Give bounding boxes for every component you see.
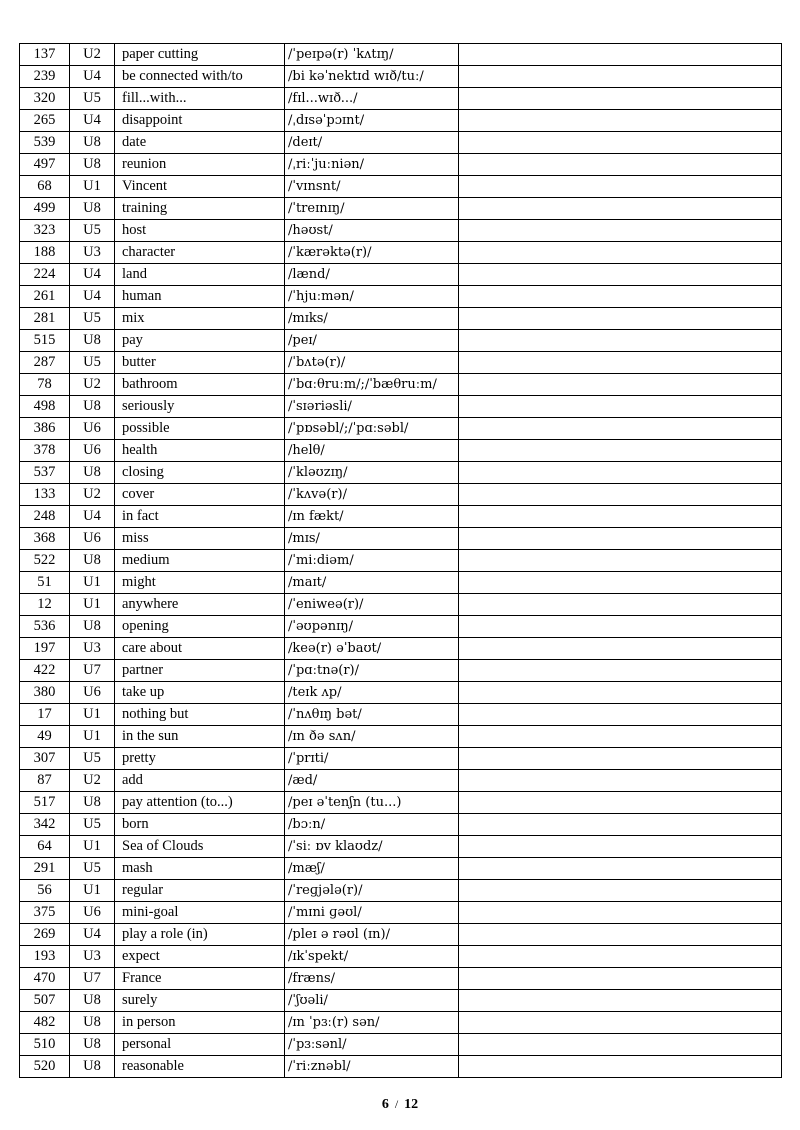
unit-cell: U6 — [70, 902, 115, 924]
phonetic-cell: /ˈprɪti/ — [285, 748, 459, 770]
entry-number-cell: 320 — [20, 88, 70, 110]
word-cell: seriously — [115, 396, 285, 418]
word-cell: expect — [115, 946, 285, 968]
notes-cell — [459, 330, 782, 352]
unit-cell: U5 — [70, 748, 115, 770]
table-row — [20, 88, 782, 110]
entry-number-cell: 87 — [20, 770, 70, 792]
notes-cell — [459, 264, 782, 286]
phonetic-cell: /bɔːn/ — [285, 814, 459, 836]
unit-cell: U3 — [70, 638, 115, 660]
unit-cell: U4 — [70, 924, 115, 946]
word-cell: paper cutting — [115, 44, 285, 66]
entry-number-cell: 498 — [20, 396, 70, 418]
unit-cell: U3 — [70, 946, 115, 968]
notes-cell — [459, 286, 782, 308]
entry-number-cell: 239 — [20, 66, 70, 88]
unit-cell: U8 — [70, 154, 115, 176]
table-row — [20, 154, 782, 176]
notes-cell — [459, 440, 782, 462]
table-row — [20, 946, 782, 968]
unit-cell: U7 — [70, 660, 115, 682]
phonetic-cell: /bi kəˈnektɪd wɪð/tuː/ — [285, 66, 459, 88]
word-cell: mini-goal — [115, 902, 285, 924]
notes-cell — [459, 418, 782, 440]
unit-cell: U4 — [70, 506, 115, 528]
entry-number-cell: 515 — [20, 330, 70, 352]
word-cell: cover — [115, 484, 285, 506]
entry-number-cell: 68 — [20, 176, 70, 198]
unit-cell: U6 — [70, 682, 115, 704]
table-row — [20, 440, 782, 462]
word-cell: regular — [115, 880, 285, 902]
word-cell: care about — [115, 638, 285, 660]
page-separator: / — [394, 1097, 399, 1111]
entry-number-cell: 78 — [20, 374, 70, 396]
notes-cell — [459, 110, 782, 132]
phonetic-cell: /həʊst/ — [285, 220, 459, 242]
entry-number-cell: 536 — [20, 616, 70, 638]
notes-cell — [459, 990, 782, 1012]
notes-cell — [459, 484, 782, 506]
phonetic-cell: /maɪt/ — [285, 572, 459, 594]
word-cell: personal — [115, 1034, 285, 1056]
table-row — [20, 902, 782, 924]
notes-cell — [459, 814, 782, 836]
table-row — [20, 594, 782, 616]
table-row — [20, 726, 782, 748]
notes-cell — [459, 638, 782, 660]
entry-number-cell: 193 — [20, 946, 70, 968]
word-cell: miss — [115, 528, 285, 550]
entry-number-cell: 224 — [20, 264, 70, 286]
phonetic-cell: /ˈkærəktə(r)/ — [285, 242, 459, 264]
notes-cell — [459, 924, 782, 946]
notes-cell — [459, 616, 782, 638]
notes-cell — [459, 462, 782, 484]
phonetic-cell: /peɪ əˈtenʃn (tu...) — [285, 792, 459, 814]
notes-cell — [459, 770, 782, 792]
unit-cell: U8 — [70, 462, 115, 484]
notes-cell — [459, 880, 782, 902]
word-cell: in the sun — [115, 726, 285, 748]
table-row — [20, 1012, 782, 1034]
table-row — [20, 1034, 782, 1056]
unit-cell: U2 — [70, 44, 115, 66]
notes-cell — [459, 594, 782, 616]
notes-cell — [459, 858, 782, 880]
table-row — [20, 1056, 782, 1078]
table-row — [20, 462, 782, 484]
unit-cell: U4 — [70, 66, 115, 88]
phonetic-cell: /keə(r) əˈbaʊt/ — [285, 638, 459, 660]
unit-cell: U4 — [70, 264, 115, 286]
notes-cell — [459, 946, 782, 968]
word-cell: reunion — [115, 154, 285, 176]
table-row — [20, 968, 782, 990]
table-row — [20, 924, 782, 946]
phonetic-cell: /ˌriːˈjuːniən/ — [285, 154, 459, 176]
phonetic-cell: /fræns/ — [285, 968, 459, 990]
word-cell: add — [115, 770, 285, 792]
table-row — [20, 330, 782, 352]
phonetic-cell: /mɪks/ — [285, 308, 459, 330]
notes-cell — [459, 902, 782, 924]
word-cell: closing — [115, 462, 285, 484]
phonetic-cell: /æd/ — [285, 770, 459, 792]
unit-cell: U8 — [70, 990, 115, 1012]
notes-cell — [459, 660, 782, 682]
word-cell: pay attention (to...) — [115, 792, 285, 814]
phonetic-cell: /ˈnʌθɪŋ bət/ — [285, 704, 459, 726]
phonetic-cell: /ˈbɑːθruːm/;/ˈbæθruːm/ — [285, 374, 459, 396]
entry-number-cell: 342 — [20, 814, 70, 836]
unit-cell: U6 — [70, 440, 115, 462]
phonetic-cell: /ˈsiː ɒv klaʊdz/ — [285, 836, 459, 858]
phonetic-cell: /pleɪ ə rəʊl (ɪn)/ — [285, 924, 459, 946]
notes-cell — [459, 308, 782, 330]
table-row — [20, 484, 782, 506]
word-cell: host — [115, 220, 285, 242]
entry-number-cell: 380 — [20, 682, 70, 704]
table-row — [20, 550, 782, 572]
unit-cell: U2 — [70, 484, 115, 506]
entry-number-cell: 386 — [20, 418, 70, 440]
unit-cell: U5 — [70, 220, 115, 242]
vocabulary-table — [19, 43, 782, 1078]
notes-cell — [459, 726, 782, 748]
table-row — [20, 836, 782, 858]
unit-cell: U1 — [70, 880, 115, 902]
page-number — [0, 1097, 800, 1113]
table-row — [20, 242, 782, 264]
entry-number-cell: 12 — [20, 594, 70, 616]
notes-cell — [459, 792, 782, 814]
word-cell: take up — [115, 682, 285, 704]
notes-cell — [459, 396, 782, 418]
word-cell: anywhere — [115, 594, 285, 616]
notes-cell — [459, 154, 782, 176]
notes-cell — [459, 44, 782, 66]
table-row — [20, 110, 782, 132]
notes-cell — [459, 550, 782, 572]
table-row — [20, 748, 782, 770]
table-row — [20, 198, 782, 220]
unit-cell: U5 — [70, 308, 115, 330]
table-row — [20, 638, 782, 660]
unit-cell: U8 — [70, 396, 115, 418]
word-cell: health — [115, 440, 285, 462]
phonetic-cell: /ɪkˈspekt/ — [285, 946, 459, 968]
entry-number-cell: 510 — [20, 1034, 70, 1056]
unit-cell: U8 — [70, 330, 115, 352]
notes-cell — [459, 220, 782, 242]
word-cell: play a role (in) — [115, 924, 285, 946]
phonetic-cell: /ˈeniweə(r)/ — [285, 594, 459, 616]
unit-cell: U8 — [70, 792, 115, 814]
table-row — [20, 616, 782, 638]
unit-cell: U8 — [70, 198, 115, 220]
word-cell: mix — [115, 308, 285, 330]
entry-number-cell: 378 — [20, 440, 70, 462]
entry-number-cell: 261 — [20, 286, 70, 308]
notes-cell — [459, 572, 782, 594]
phonetic-cell: /ˈkləʊzɪŋ/ — [285, 462, 459, 484]
phonetic-cell: /ˈvɪnsnt/ — [285, 176, 459, 198]
notes-cell — [459, 66, 782, 88]
unit-cell: U8 — [70, 1034, 115, 1056]
notes-cell — [459, 1034, 782, 1056]
total-pages-number: 12 — [404, 1097, 419, 1112]
table-row — [20, 682, 782, 704]
notes-cell — [459, 1012, 782, 1034]
phonetic-cell: /fɪl...wɪð.../ — [285, 88, 459, 110]
unit-cell: U7 — [70, 968, 115, 990]
table-row — [20, 132, 782, 154]
entry-number-cell: 281 — [20, 308, 70, 330]
table-row — [20, 264, 782, 286]
phonetic-cell: /helθ/ — [285, 440, 459, 462]
unit-cell: U8 — [70, 550, 115, 572]
unit-cell: U2 — [70, 770, 115, 792]
word-cell: in person — [115, 1012, 285, 1034]
word-cell: fill...with... — [115, 88, 285, 110]
entry-number-cell: 307 — [20, 748, 70, 770]
notes-cell — [459, 176, 782, 198]
entry-number-cell: 422 — [20, 660, 70, 682]
word-cell: might — [115, 572, 285, 594]
table-row — [20, 396, 782, 418]
word-cell: human — [115, 286, 285, 308]
word-cell: mash — [115, 858, 285, 880]
unit-cell: U1 — [70, 726, 115, 748]
table-row — [20, 352, 782, 374]
unit-cell: U4 — [70, 286, 115, 308]
word-cell: Vincent — [115, 176, 285, 198]
notes-cell — [459, 198, 782, 220]
phonetic-cell: /ˌdɪsəˈpɔɪnt/ — [285, 110, 459, 132]
phonetic-cell: /ˈsɪəriəsli/ — [285, 396, 459, 418]
table-row — [20, 220, 782, 242]
notes-cell — [459, 506, 782, 528]
phonetic-cell: /lænd/ — [285, 264, 459, 286]
unit-cell: U5 — [70, 858, 115, 880]
table-row — [20, 66, 782, 88]
unit-cell: U6 — [70, 418, 115, 440]
entry-number-cell: 522 — [20, 550, 70, 572]
phonetic-cell: /ˈhjuːmən/ — [285, 286, 459, 308]
entry-number-cell: 291 — [20, 858, 70, 880]
table-row — [20, 506, 782, 528]
word-cell: butter — [115, 352, 285, 374]
entry-number-cell: 507 — [20, 990, 70, 1012]
unit-cell: U1 — [70, 572, 115, 594]
word-cell: possible — [115, 418, 285, 440]
entry-number-cell: 517 — [20, 792, 70, 814]
table-row — [20, 814, 782, 836]
phonetic-cell: /teɪk ʌp/ — [285, 682, 459, 704]
entry-number-cell: 269 — [20, 924, 70, 946]
phonetic-cell: /ˈbʌtə(r)/ — [285, 352, 459, 374]
word-cell: training — [115, 198, 285, 220]
current-page-number: 6 — [381, 1097, 389, 1112]
phonetic-cell: /ˈpeɪpə(r) ˈkʌtɪŋ/ — [285, 44, 459, 66]
phonetic-cell: /ˈkʌvə(r)/ — [285, 484, 459, 506]
notes-cell — [459, 1056, 782, 1078]
entry-number-cell: 265 — [20, 110, 70, 132]
unit-cell: U8 — [70, 616, 115, 638]
word-cell: date — [115, 132, 285, 154]
table-row — [20, 286, 782, 308]
unit-cell: U4 — [70, 110, 115, 132]
phonetic-cell: /ɪn ðə sʌn/ — [285, 726, 459, 748]
phonetic-cell: /ɪn ˈpɜː(r) sən/ — [285, 1012, 459, 1034]
table-row — [20, 418, 782, 440]
word-cell: partner — [115, 660, 285, 682]
entry-number-cell: 497 — [20, 154, 70, 176]
unit-cell: U2 — [70, 374, 115, 396]
unit-cell: U8 — [70, 1056, 115, 1078]
entry-number-cell: 323 — [20, 220, 70, 242]
entry-number-cell: 188 — [20, 242, 70, 264]
notes-cell — [459, 968, 782, 990]
phonetic-cell: /ˈpɒsəbl/;/ˈpɑːsəbl/ — [285, 418, 459, 440]
phonetic-cell: /peɪ/ — [285, 330, 459, 352]
entry-number-cell: 499 — [20, 198, 70, 220]
word-cell: nothing but — [115, 704, 285, 726]
notes-cell — [459, 88, 782, 110]
phonetic-cell: /mæʃ/ — [285, 858, 459, 880]
word-cell: bathroom — [115, 374, 285, 396]
phonetic-cell: /mɪs/ — [285, 528, 459, 550]
table-row — [20, 704, 782, 726]
word-cell: be connected with/to — [115, 66, 285, 88]
unit-cell: U6 — [70, 528, 115, 550]
unit-cell: U5 — [70, 88, 115, 110]
word-cell: surely — [115, 990, 285, 1012]
table-row — [20, 792, 782, 814]
entry-number-cell: 248 — [20, 506, 70, 528]
notes-cell — [459, 704, 782, 726]
entry-number-cell: 133 — [20, 484, 70, 506]
notes-cell — [459, 836, 782, 858]
table-row — [20, 44, 782, 66]
entry-number-cell: 537 — [20, 462, 70, 484]
notes-cell — [459, 242, 782, 264]
word-cell: opening — [115, 616, 285, 638]
word-cell: disappoint — [115, 110, 285, 132]
table-row — [20, 660, 782, 682]
entry-number-cell: 520 — [20, 1056, 70, 1078]
phonetic-cell: /ˈtreɪnɪŋ/ — [285, 198, 459, 220]
phonetic-cell: /ˈmɪni ɡəʊl/ — [285, 902, 459, 924]
entry-number-cell: 375 — [20, 902, 70, 924]
phonetic-cell: /ɪn fækt/ — [285, 506, 459, 528]
unit-cell: U5 — [70, 352, 115, 374]
word-cell: France — [115, 968, 285, 990]
phonetic-cell: /ˈreɡjələ(r)/ — [285, 880, 459, 902]
word-cell: character — [115, 242, 285, 264]
table-row — [20, 572, 782, 594]
phonetic-cell: /ˈəʊpənɪŋ/ — [285, 616, 459, 638]
unit-cell: U1 — [70, 704, 115, 726]
word-cell: pretty — [115, 748, 285, 770]
phonetic-cell: /ˈpɑːtnə(r)/ — [285, 660, 459, 682]
entry-number-cell: 539 — [20, 132, 70, 154]
entry-number-cell: 64 — [20, 836, 70, 858]
unit-cell: U1 — [70, 176, 115, 198]
notes-cell — [459, 682, 782, 704]
table-row — [20, 770, 782, 792]
phonetic-cell: /ˈmiːdiəm/ — [285, 550, 459, 572]
notes-cell — [459, 374, 782, 396]
phonetic-cell: /ˈʃʊəli/ — [285, 990, 459, 1012]
table-row — [20, 308, 782, 330]
unit-cell: U8 — [70, 1012, 115, 1034]
notes-cell — [459, 748, 782, 770]
entry-number-cell: 51 — [20, 572, 70, 594]
word-cell: pay — [115, 330, 285, 352]
notes-cell — [459, 132, 782, 154]
notes-cell — [459, 528, 782, 550]
entry-number-cell: 49 — [20, 726, 70, 748]
word-cell: land — [115, 264, 285, 286]
phonetic-cell: /ˈpɜːsənl/ — [285, 1034, 459, 1056]
entry-number-cell: 368 — [20, 528, 70, 550]
table-row — [20, 858, 782, 880]
entry-number-cell: 17 — [20, 704, 70, 726]
table-row — [20, 880, 782, 902]
unit-cell: U1 — [70, 836, 115, 858]
table-row — [20, 990, 782, 1012]
notes-cell — [459, 352, 782, 374]
entry-number-cell: 287 — [20, 352, 70, 374]
entry-number-cell: 56 — [20, 880, 70, 902]
entry-number-cell: 470 — [20, 968, 70, 990]
word-cell: born — [115, 814, 285, 836]
unit-cell: U1 — [70, 594, 115, 616]
phonetic-cell: /ˈriːznəbl/ — [285, 1056, 459, 1078]
unit-cell: U5 — [70, 814, 115, 836]
entry-number-cell: 197 — [20, 638, 70, 660]
unit-cell: U8 — [70, 132, 115, 154]
vocabulary-table-body — [20, 44, 782, 1078]
entry-number-cell: 137 — [20, 44, 70, 66]
unit-cell: U3 — [70, 242, 115, 264]
table-row — [20, 528, 782, 550]
table-row — [20, 176, 782, 198]
word-cell: in fact — [115, 506, 285, 528]
word-cell: Sea of Clouds — [115, 836, 285, 858]
word-cell: reasonable — [115, 1056, 285, 1078]
table-row — [20, 374, 782, 396]
entry-number-cell: 482 — [20, 1012, 70, 1034]
phonetic-cell: /deɪt/ — [285, 132, 459, 154]
word-cell: medium — [115, 550, 285, 572]
